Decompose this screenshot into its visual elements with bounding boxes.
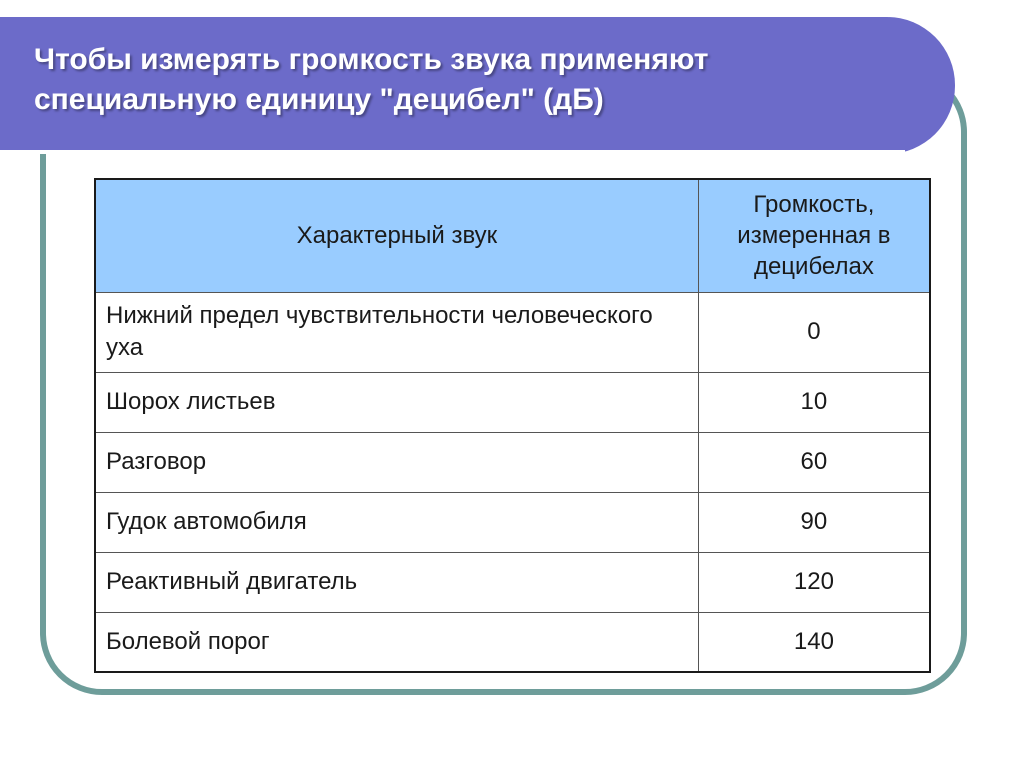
sound-cell: Болевой порог bbox=[95, 612, 698, 672]
table-row bbox=[95, 552, 930, 612]
table-row bbox=[95, 612, 930, 672]
db-cell: 0 bbox=[698, 292, 930, 372]
sound-cell: Гудок автомобиля bbox=[95, 492, 698, 552]
table-header-row bbox=[95, 179, 930, 292]
sound-cell: Шорох листьев bbox=[95, 372, 698, 432]
sound-volume-table bbox=[94, 178, 931, 673]
table-row bbox=[95, 292, 930, 372]
db-cell: 60 bbox=[698, 432, 930, 492]
header-sound: Характерный звук bbox=[95, 179, 698, 292]
table-row bbox=[95, 432, 930, 492]
header-volume: Громкость, измеренная в децибелах bbox=[698, 179, 930, 292]
db-cell: 140 bbox=[698, 612, 930, 672]
table-row bbox=[95, 372, 930, 432]
table-row bbox=[95, 492, 930, 552]
db-cell: 10 bbox=[698, 372, 930, 432]
banner-underline bbox=[0, 150, 905, 154]
sound-cell: Реактивный двигатель bbox=[95, 552, 698, 612]
db-cell: 90 bbox=[698, 492, 930, 552]
slide-title: Чтобы измерять громкость звука применяют специальную единицу "децибел" (дБ) bbox=[34, 43, 709, 116]
sound-cell: Разговор bbox=[95, 432, 698, 492]
sound-cell: Нижний предел чувствительности человеческого уха bbox=[95, 292, 698, 372]
db-cell: 120 bbox=[698, 552, 930, 612]
